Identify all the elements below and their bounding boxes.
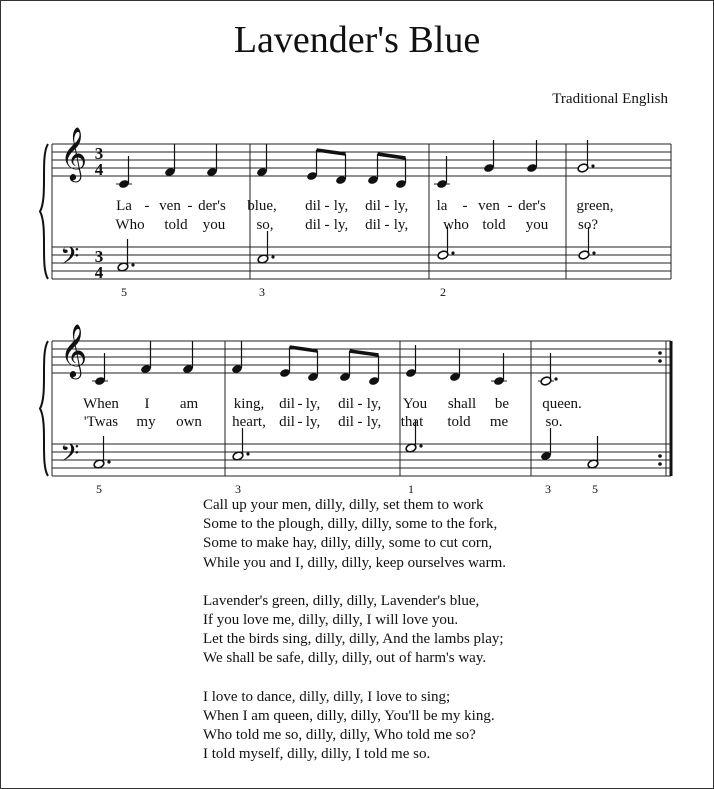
verse-line: Some to the plough, dilly, dilly, some to the fork, [203,516,498,533]
lyric-syllable: der's [518,198,546,214]
lyric-syllable: own [176,414,202,430]
verse-line: We shall be safe, dilly, dilly, out of harm's way. [203,650,487,667]
lyric-syllable: dil [305,198,321,214]
lyric-syllable: king, [233,396,265,412]
augmentation-dot [131,263,134,266]
lyric-syllable: blue, [247,198,277,214]
lyric-syllable: ly, [333,217,349,233]
treble-clef-icon: 𝄞 [60,323,88,377]
lyric-syllable: told [164,217,188,233]
beam [317,150,346,154]
beam [290,347,318,351]
lyric-syllable: I [144,396,150,412]
beam [378,154,406,158]
fingering-number: 3 [259,285,265,299]
augmentation-dot [554,377,557,380]
lyric-syllable: dil [365,217,381,233]
lyric-syllable: dil [365,198,381,214]
lyric-syllable: - [462,198,468,214]
lyric-syllable: 'Twas [83,414,119,430]
lyric-syllable: ly, [305,396,321,412]
lyric-syllable: ly, [366,414,382,430]
lyric-syllable: heart, [232,414,266,430]
lyric-syllable: You [402,396,428,412]
brace [40,144,48,279]
verse-stanza [203,688,506,765]
verse-line: I told myself, dilly, dilly, I told me so. [203,746,431,763]
bass-clef-icon: 𝄢 [60,439,80,474]
lyric-syllable: so? [578,217,598,233]
verse-line: I love to dance, dilly, dilly, I love to sing; [203,688,451,705]
verse-line: While you and I, dilly, dilly, keep ourselves warm. [203,554,506,571]
lyric-syllable: - [507,198,513,214]
lyric-syllable: - [324,217,330,233]
lyric-syllable: who [443,217,469,233]
lyric-syllable: - [357,396,363,412]
repeat-dot [658,351,662,355]
lyric-syllable: dil [305,217,321,233]
lyric-syllable: so. [545,414,563,430]
verse-stanza [203,496,506,573]
fingering-number: 5 [592,482,598,496]
repeat-dot [658,462,662,466]
lyric-syllable: dil [279,414,295,430]
fingering-number: 2 [440,285,446,299]
lyric-syllable: When [83,396,119,412]
verse-line: Lavender's green, dilly, dilly, Lavender's blue, [203,592,480,609]
lyric-syllable: dil [279,396,295,412]
verse-line: Call up your men, dilly, dilly, set them to work [203,497,484,513]
lyric-syllable: der's [198,198,226,214]
augmentation-dot [591,164,594,167]
verse-line: Let the birds sing, dilly, dilly, And the lambs play; [203,631,504,648]
lyric-syllable: me [489,414,509,430]
verse-stanza [203,592,506,669]
lyric-syllable: told [482,217,506,233]
augmentation-dot [451,251,454,254]
augmentation-dot [107,460,110,463]
verses [203,496,506,783]
lyric-syllable: - [297,414,303,430]
lyric-syllable: La [116,198,132,214]
fingering-number: 3 [545,482,551,496]
lyric-syllable: ly, [333,198,349,214]
lyric-syllable: queen. [542,396,582,412]
lyric-syllable: ly, [305,414,321,430]
brace [40,341,48,476]
lyric-syllable: - [144,198,150,214]
lyric-syllable: Who [115,217,145,233]
time-signature-denominator: 4 [94,263,104,282]
composer-credit: Traditional English [552,91,668,107]
lyric-syllable: my [136,414,156,430]
verse-line: When I am queen, dilly, dilly, You'll be my king. [203,707,495,724]
verse-line: If you love me, dilly, dilly, I will love you. [203,612,459,629]
augmentation-dot [592,251,595,254]
bass-clef-icon: 𝄢 [60,242,80,277]
lyric-syllable: dil [338,396,354,412]
lyric-syllable: so, [256,217,274,233]
lyric-syllable: ven [478,198,500,214]
verse-line: Some to make hay, dilly, dilly, some to cut corn, [203,535,493,552]
lyric-syllable: - [384,198,390,214]
fingering-number: 3 [235,482,241,496]
treble-clef-icon: 𝄞 [60,126,88,180]
time-signature-denominator: 4 [94,160,104,179]
lyric-syllable: shall [447,396,477,412]
fingering-number: 5 [121,285,127,299]
lyric-syllable: - [384,217,390,233]
lyric-syllable: - [297,396,303,412]
beam [350,351,379,355]
lyric-syllable: ly, [366,396,382,412]
augmentation-dot [271,255,274,258]
lyric-syllable: told [447,414,471,430]
augmentation-dot [246,452,249,455]
lyric-syllable: that [400,414,424,430]
time-signature-numerator: 3 [94,144,104,163]
lyric-syllable: you [202,217,226,233]
lyric-syllable: ly, [393,198,409,214]
time-signature-numerator: 3 [94,247,104,266]
lyric-syllable: green, [576,198,614,214]
song-title: Lavender's Blue [233,19,481,61]
lyric-syllable: ven [159,198,181,214]
lyric-syllable: - [357,414,363,430]
lyric-syllable: - [187,198,193,214]
lyric-syllable: dil [338,414,354,430]
repeat-dot [658,359,662,363]
fingering-number: 1 [408,482,414,496]
lyric-syllable: la [436,198,448,214]
repeat-dot [658,454,662,458]
fingering-number: 5 [96,482,102,496]
lyric-syllable: am [179,396,199,412]
augmentation-dot [419,444,422,447]
lyric-syllable: ly, [393,217,409,233]
lyric-syllable: be [494,396,510,412]
lyric-syllable: - [324,198,330,214]
lyric-syllable: you [525,217,549,233]
verse-line: Who told me so, dilly, dilly, Who told me so? [203,727,476,744]
